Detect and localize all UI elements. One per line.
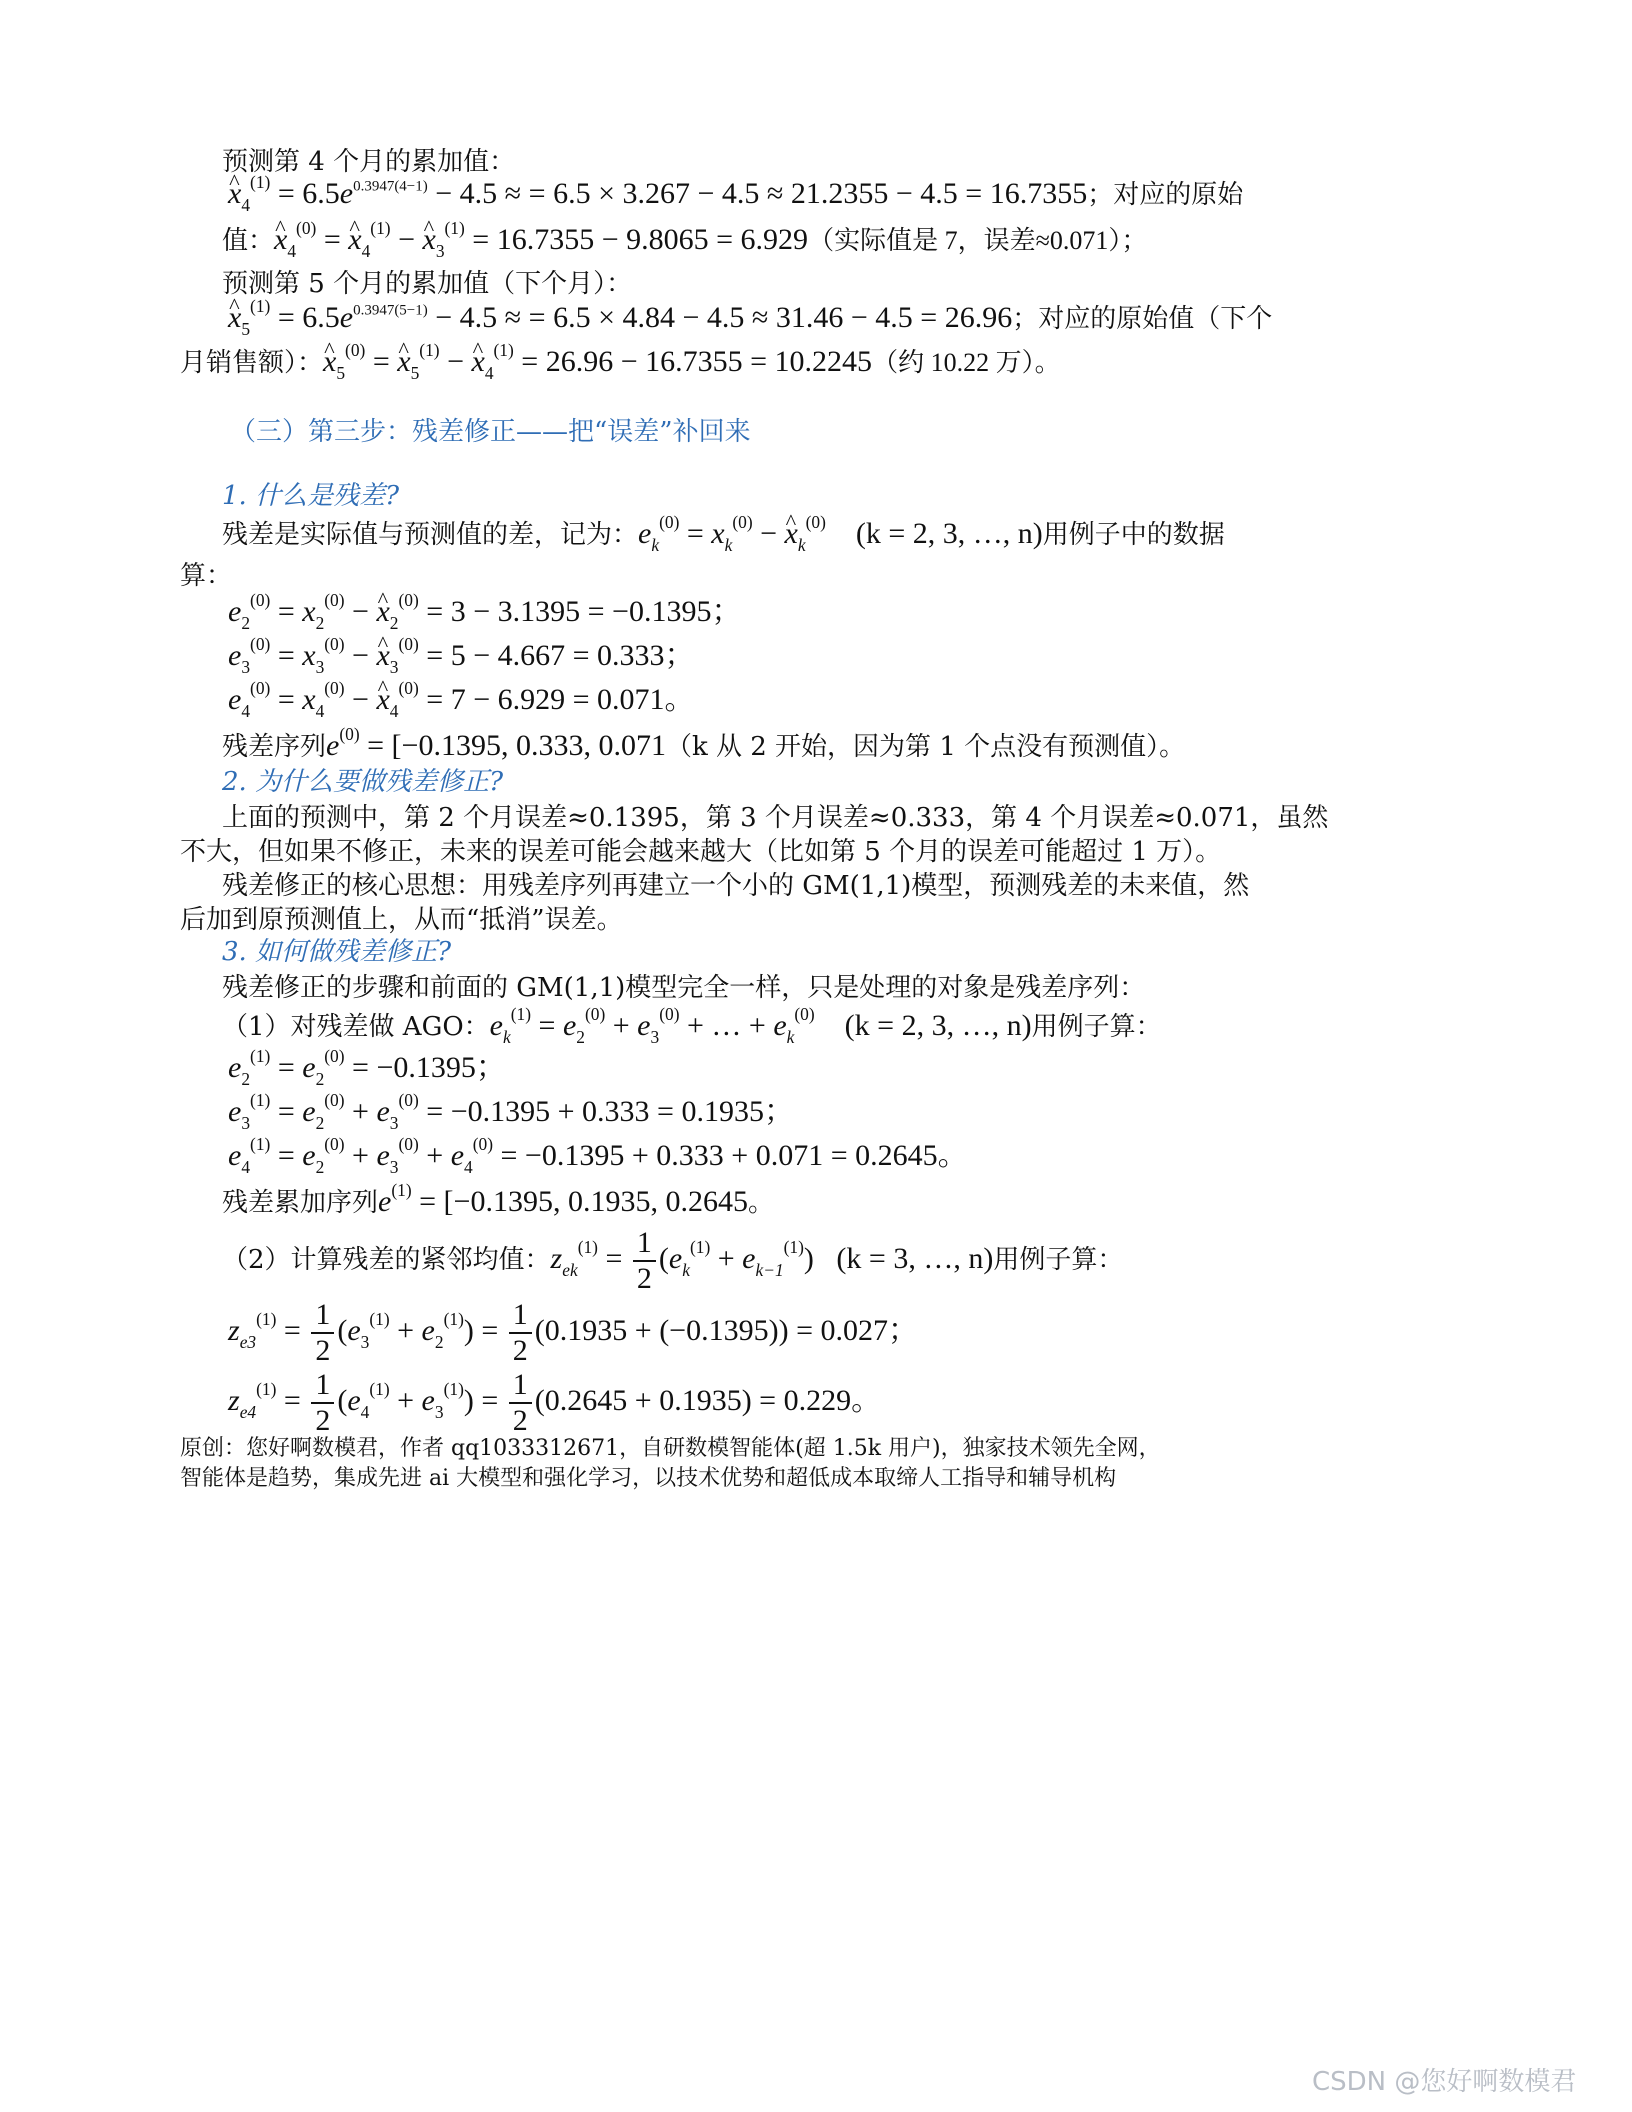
formula-z3: $z_{e3}^{(1)}$ = $\frac{1}{2}$ $(e_3^{(1)} + e_2^{(1)})$ = $\frac{1}{2}$ (0.1935 + (−0.1395)) = 0.027； — [228, 1298, 918, 1367]
text-line: 残差修正的步骤和前面的 GM(1,1)模型完全一样，只是处理的对象是残差序列： — [222, 973, 1146, 1003]
residual-definition: 残差是实际值与预测值的差，记为：$e_k^{(0)} = x_k^{(0)}$ − ^ $x_k^{(0)}$ (k = 2, 3, …, n)用例子中的数据 — [222, 516, 1225, 553]
text-line: 预测第 5 个月的累加值（下个月）： — [222, 269, 633, 299]
formula-e2: $e_2^{(0)} = x_2^{(0)}$ − ^ $x_2^{(0)} = 3 - 3.1395 = -0.1395$； — [228, 594, 741, 630]
formula-e2-ago: $e_2^{(1)} = e_2^{(0)} = -0.1395$； — [228, 1046, 506, 1089]
subsection-heading: 3. 如何做残差修正? — [222, 937, 452, 967]
ago-step: （1）对残差做 AGO：$e_k^{(1)} = e_2^{(0)} + e_3^{(0)}$ + … + $e_k^{(0)}$ (k = 2, 3, …, n)用例子算： — [222, 1004, 1162, 1047]
formula-x4-accum: ^ $x_4^{(1)} = 6.5e^{0.3947(4-1)} - 4.5$ ≈ = 6.5 × 3.267 − 4.5 ≈ 21.2355 − 4.5 = 16.7355；对应的原始 — [228, 176, 1243, 213]
formula-e4-ago: $e_4^{(1)} = e_2^{(0)} + e_3^{(0)} + e_4^{(0)} = -0.1395 + 0.333 + 0.071 = 0.2645$。 — [228, 1134, 968, 1177]
text-line: 上面的预测中，第 2 个月误差≈0.1395，第 3 个月误差≈0.333，第 4 个月误差≈0.071，虽然 — [222, 803, 1329, 833]
section-heading: （三）第三步：残差修正——把“误差”补回来 — [230, 417, 751, 447]
formula-x4-original: 值：^ $x_4^{(0)}$ = ^ $x_4^{(1)}$ − ^ $x_3^{(1)} = 16.7355 - 9.8065 = 6.929$（实际值是 7，误差≈0.071）； — [222, 222, 1147, 259]
formula-x5-accum: ^ $x_5^{(1)} = 6.5e^{0.3947(5-1)} - 4.5$ ≈ = 6.5 × 4.84 − 4.5 ≈ 31.46 − 4.5 = 26.96；对应的原始值（下个 — [228, 300, 1272, 337]
formula-e3-ago: $e_3^{(1)} = e_2^{(0)} + e_3^{(0)} = -0.1395 + 0.333 = 0.1935$； — [228, 1090, 794, 1133]
footer-line: 智能体是趋势，集成先进 ai 大模型和强化学习，以技术优势和超低成本取缔人工指导和辅导机构 — [180, 1466, 1117, 1491]
formula-x5-original: 月销售额）：^ $x_5^{(0)}$ = ^ $x_5^{(1)}$ − ^ $x_4^{(1)} = 26.96 - 16.7355 = 10.2245$（约 10.22 万）。 — [180, 344, 1061, 381]
subsection-heading: 2. 为什么要做残差修正? — [222, 767, 504, 797]
accumulated-residual-sequence: 残差累加序列$e^{(1)} = [-0.1395$, 0.1935, 0.2645。 — [222, 1180, 774, 1218]
formula-e4: $e_4^{(0)} = x_4^{(0)}$ − ^ $x_4^{(0)} = 7 - 6.929 = 0.071$。 — [228, 682, 695, 718]
csdn-watermark: CSDN @您好啊数模君 — [1312, 2067, 1577, 2097]
text-line: 预测第 4 个月的累加值： — [222, 147, 516, 177]
formula-e3: $e_3^{(0)} = x_3^{(0)}$ − ^ $x_3^{(0)} = 5 - 4.667 = 0.333$； — [228, 638, 695, 674]
text-line: 残差修正的核心思想：用残差序列再建立一个小的 GM(1,1)模型，预测残差的未来值，然 — [222, 871, 1250, 901]
subsection-heading: 1. 什么是残差? — [222, 481, 400, 511]
formula-z4: $z_{e4}^{(1)}$ = $\frac{1}{2}$ $(e_4^{(1)} + e_3^{(1)})$ = $\frac{1}{2}$ (0.2645 + 0.1935) = 0.229。 — [228, 1368, 882, 1437]
text-line: 后加到原预测值上，从而“抵消”误差。 — [180, 905, 623, 935]
residual-sequence: 残差序列$e^{(0)} = [-0.1395$, 0.333, 0.071（k 从 2 开始，因为第 1 个点没有预测值）。 — [222, 724, 1186, 762]
footer-line: 原创：您好啊数模君，作者 qq1033312671，自研数模智能体(超 1.5k 用户)，独家技术领先全网， — [180, 1436, 1161, 1461]
text-line: 算： — [180, 561, 233, 591]
text-line: 不大，但如果不修正，未来的误差可能会越来越大（比如第 5 个月的误差可能超过 1 万）。 — [180, 837, 1222, 867]
mean-step: （2）计算残差的紧邻均值：$z_{ek}^{(1)}$ = $\frac{1}{2}$ $(e_k^{(1)} + e_{k-1}^{(1)}) (k = 3$, …, n)用例子算： — [222, 1226, 1124, 1295]
